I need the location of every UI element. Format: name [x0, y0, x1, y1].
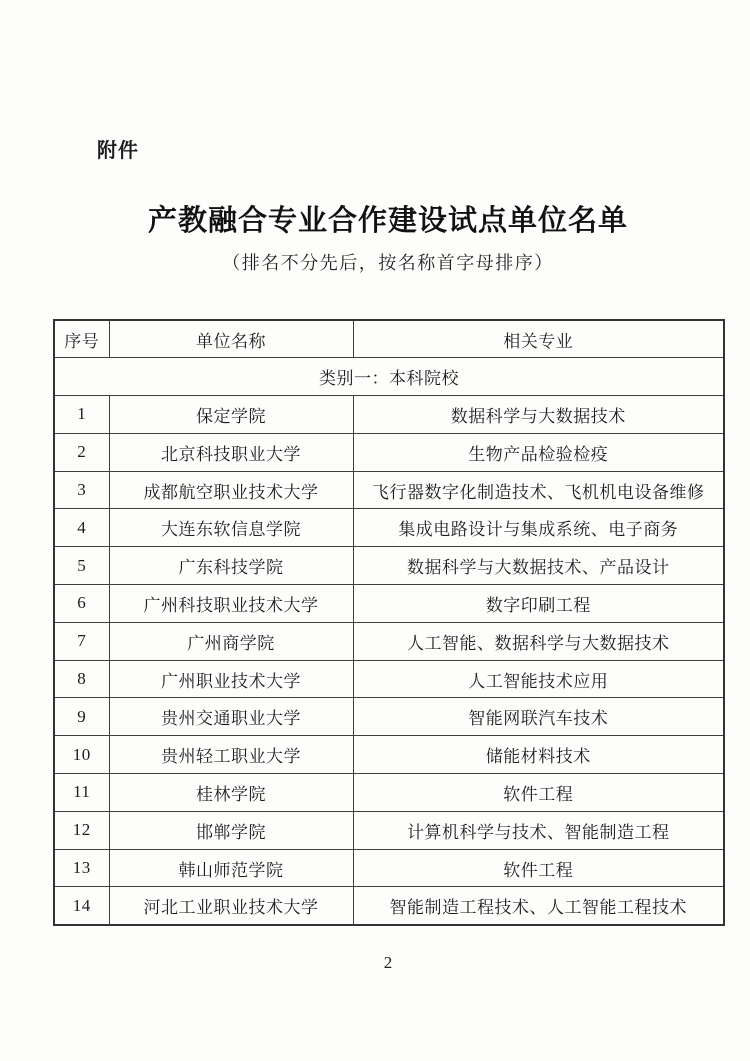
header-unit-name: 单位名称 — [109, 320, 353, 358]
related-majors-cell: 集成电路设计与集成系统、电子商务 — [353, 509, 724, 547]
table-row — [54, 660, 724, 698]
table-row — [54, 622, 724, 660]
document-subtitle: （排名不分先后，按名称首字母排序） — [222, 253, 554, 273]
related-majors-cell: 飞行器数字化制造技术、飞机机电设备维修 — [353, 471, 724, 509]
row-number-cell: 13 — [54, 849, 109, 887]
row-number-cell: 8 — [54, 660, 109, 698]
row-number-cell: 4 — [54, 509, 109, 547]
related-majors-cell: 软件工程 — [353, 849, 724, 887]
row-number-cell: 5 — [54, 547, 109, 585]
related-majors-cell: 智能网联汽车技术 — [353, 698, 724, 736]
row-number-cell: 9 — [54, 698, 109, 736]
unit-name-cell: 广州职业技术大学 — [109, 660, 353, 698]
table-row — [54, 509, 724, 547]
header-serial-number: 序号 — [54, 320, 109, 358]
row-number-cell: 1 — [54, 396, 109, 434]
row-number-cell: 3 — [54, 471, 109, 509]
unit-name-cell: 广州商学院 — [109, 622, 353, 660]
row-number-cell: 11 — [54, 774, 109, 812]
unit-name-cell: 保定学院 — [109, 396, 353, 434]
related-majors-cell: 数据科学与大数据技术、产品设计 — [353, 547, 724, 585]
page-number: 2 — [383, 953, 393, 972]
related-majors-cell: 数字印刷工程 — [353, 585, 724, 623]
related-majors-cell: 数据科学与大数据技术 — [353, 396, 724, 434]
related-majors-cell: 计算机科学与技术、智能制造工程 — [353, 811, 724, 849]
table-row — [54, 585, 724, 623]
related-majors-cell: 智能制造工程技术、人工智能工程技术 — [353, 887, 724, 925]
category-label: 类别一：本科院校 — [54, 358, 724, 396]
table-row — [54, 471, 724, 509]
table-header-row — [54, 320, 724, 358]
table-row — [54, 396, 724, 434]
table-row — [54, 433, 724, 471]
row-number-cell: 2 — [54, 433, 109, 471]
unit-name-cell: 广东科技学院 — [109, 547, 353, 585]
unit-name-cell: 贵州交通职业大学 — [109, 698, 353, 736]
table-row — [54, 736, 724, 774]
related-majors-cell: 软件工程 — [353, 774, 724, 812]
unit-name-cell: 河北工业职业技术大学 — [109, 887, 353, 925]
table-row — [54, 774, 724, 812]
table-row — [54, 887, 724, 925]
unit-name-cell: 广州科技职业技术大学 — [109, 585, 353, 623]
row-number-cell: 12 — [54, 811, 109, 849]
row-number-cell: 14 — [54, 887, 109, 925]
unit-name-cell: 贵州轻工职业大学 — [109, 736, 353, 774]
unit-name-cell: 成都航空职业技术大学 — [109, 471, 353, 509]
unit-name-cell: 大连东软信息学院 — [109, 509, 353, 547]
related-majors-cell: 储能材料技术 — [353, 736, 724, 774]
related-majors-cell: 生物产品检验检疫 — [353, 433, 724, 471]
row-number-cell: 7 — [54, 622, 109, 660]
unit-name-cell: 桂林学院 — [109, 774, 353, 812]
table-row — [54, 698, 724, 736]
pilot-units-table — [53, 319, 725, 926]
table-row — [54, 547, 724, 585]
related-majors-cell: 人工智能技术应用 — [353, 660, 724, 698]
table-row — [54, 811, 724, 849]
row-number-cell: 10 — [54, 736, 109, 774]
table-row — [54, 849, 724, 887]
category-row — [54, 358, 724, 396]
document-title: 产教融合专业合作建设试点单位名单 — [147, 205, 628, 237]
attachment-label: 附件 — [97, 140, 139, 162]
unit-name-cell: 北京科技职业大学 — [109, 433, 353, 471]
header-related-majors: 相关专业 — [353, 320, 724, 358]
unit-name-cell: 邯郸学院 — [109, 811, 353, 849]
row-number-cell: 6 — [54, 585, 109, 623]
related-majors-cell: 人工智能、数据科学与大数据技术 — [353, 622, 724, 660]
unit-name-cell: 韩山师范学院 — [109, 849, 353, 887]
